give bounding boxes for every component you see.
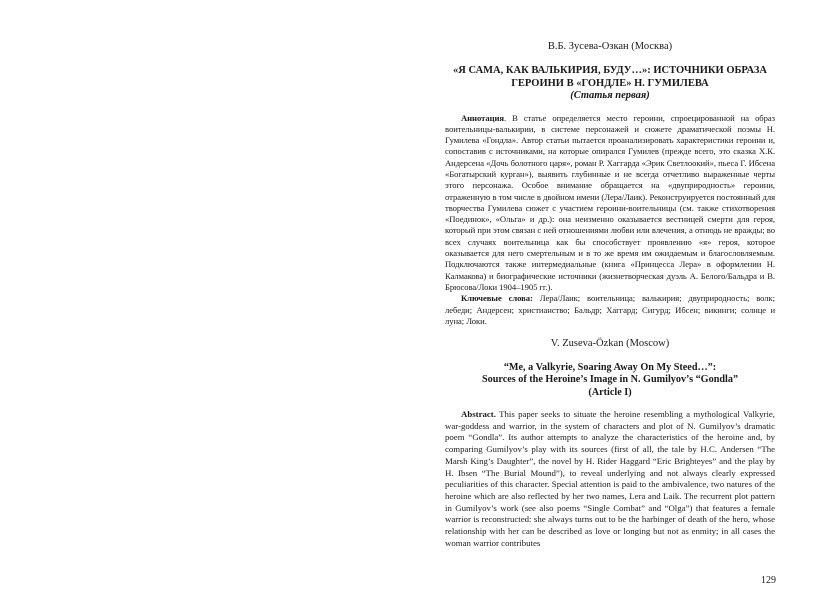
keywords-label: Ключевые слова: <box>461 293 533 304</box>
page-number: 129 <box>761 575 776 586</box>
title-en-line3: (Article I) <box>588 386 632 398</box>
abstract-en <box>445 409 775 549</box>
text-column <box>445 40 775 549</box>
title-en-line1: “Me, a Valkyrie, Soaring Away On My Steed…”: <box>503 362 717 374</box>
title-ru-line2: ГЕРОИНИ В «ГОНДЛЕ» Н. ГУМИЛЕВА <box>511 77 709 89</box>
annotation-label: Аннотация <box>461 112 505 123</box>
annotation-ru <box>445 113 775 294</box>
article-subtitle-ru: (Статья первая) <box>570 90 650 101</box>
title-ru-line1: «Я САМА, КАК ВАЛЬКИРИЯ, БУДУ…»: ИСТОЧНИКИ ОБРАЗА <box>453 65 767 76</box>
keywords-text: Лера/Лаик; воительница; валькирия; двуприродность; волк; лебеди; Андерсен; христианство; Бальдр; Хаггард; Сигурд; Ибсен; викинги; солнце и луна; Локи. <box>445 293 775 326</box>
title-en-line2: Sources of the Heroine’s Image in N. Gumilyov’s “Gondla” <box>481 374 739 386</box>
article-title-en <box>445 362 775 399</box>
author-ru: В.Б. Зусева-Озкан (Москва) <box>547 41 673 52</box>
keywords-ru <box>445 293 775 327</box>
abstract-text: This paper seeks to situate the heroine resembling a mythological Valkyrie, war-goddess and warrior, in the system of characters and plot of N. Gumilyov’s dramatic poem “Gondla”. Its author attempts to analyze the characteristics of the heroine and, by comparing Gumilyov’s play with its sources (first of all, the tale by H.C. Andersen “The Marsh King’s Daughter”, the novel by H. Rider Haggard “Eric Brighteyes” and the play by H. Ibsen “The Burial Mound”), to reveal underlying and not always clearly expressed peculiarities of this character. Special attention is paid to the ambivalence, two natures of the heroine which are also reflected by her two names, Lera and Laik. The recurrent plot pattern in Gumilyov’s work (see also poems “Single Combat” and “Olga”) that features a female warrior is reconstructed: she always turns out to be the harbinger of death of the hero, whose relationship with her can be described as love or longing but not as enmity; in all cases the woman warrior contributes <box>445 409 775 548</box>
author-en: V. Zuseva-Özkan (Moscow) <box>550 338 670 350</box>
article-title-ru <box>445 65 775 90</box>
abstract-label: Abstract. <box>461 409 496 420</box>
annotation-text: . В статье определяется место героини, спроецированной на образ воительницы-валькирии, в системе персонажей и сюжете драматической поэмы Н. Гумилева «Гондла». Автор статьи пытается проанализировать характеристики героини и, сопоставив с источниками, на которые опирался Гумилев (прежде всего, это сказка Х.К. Андерсена «Дочь болотного царя», роман Р. Хаггарда «Эрик Светлоокий», пьеса Г. Ибсена «Богатырский курган»), выявить глубинные и не всегда отчетливо выраженные черты этого персонажа. Особое внимание обращается на «двуприродность» героини, отраженную в том числе в двойном имени (Лера/Лаик). Реконструируется постоянный для творчества Гумилева сюжет с участием героини-воительницы (см. также стихотворения «Поединок», «Ольга» и др.): она неизменно оказывается вестницей смерти для героя, который при этом связан с ней отношениями любви или влечения, а отнюдь не вражды; во всех случаях воительница как бы способствует проявлению «я» героя, которое оказывается для него смертельным и в то же время им ожидаемым и благословляемым. Подключаются также интермедиальные (книга «Принцесса Лера» в оформлении Н. Калмакова) и биографические источники (жизнетворческая дуэль А. Белого/Бальдра и В. Брюсова/Локи 1904–1905 гг.). <box>445 112 775 292</box>
